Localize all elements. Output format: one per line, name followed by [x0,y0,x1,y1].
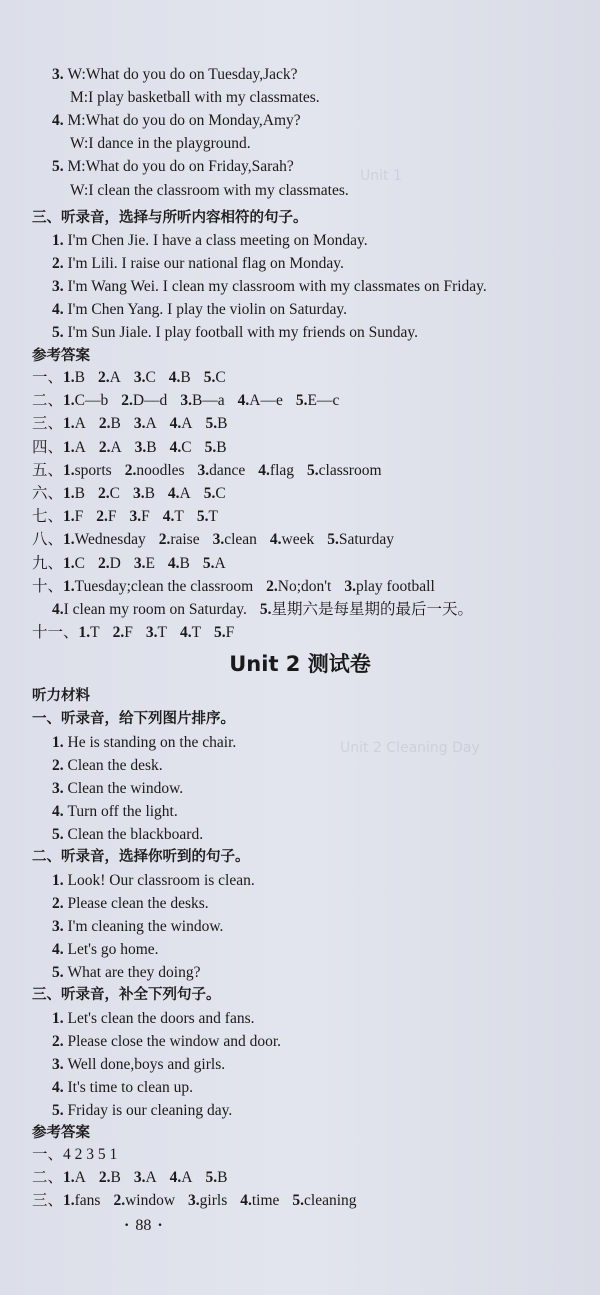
part1-heading: 一、听录音，给下列图片排序。 [32,711,235,727]
answer-value: dance [209,461,246,479]
part3-heading: 三、听录音，补全下列句子。 [32,987,221,1003]
answer-value: E—c [307,392,340,410]
answer-value: D [109,554,121,572]
answer-number: 4. [169,415,182,433]
answer-number: 4. [179,624,192,642]
item-text: It's time to clean up. [67,1079,193,1097]
answer-number: 3. [133,415,146,433]
answer-row [32,484,239,504]
answer-number: 3. [212,531,225,549]
answer-number: 3. [133,554,146,572]
answer-number: 2. [113,1192,126,1210]
answer-row [32,1168,240,1188]
answer-row [32,414,240,434]
answer-value: play football [356,577,435,595]
answer-number: 3. [344,577,356,595]
answer-value: B [216,438,227,456]
answer-value: A [74,415,86,433]
item-text: I'm Lili. I raise our national flag on Monday. [67,255,344,273]
answer-number: 4. [240,1192,252,1210]
answer-row-prefix: 十一、 [32,624,79,642]
answer-value: fans [74,1192,101,1210]
item-text: W:I clean the classroom with my classmates. [70,181,349,199]
answer-row-prefix: 九、 [32,554,64,572]
answer-value: T [208,508,218,526]
answer-value: F [225,624,235,642]
answer-value: clean [224,531,257,549]
answer-value: A [109,369,121,386]
answer-value: 星期六是每星期的最后一天。 [271,601,473,618]
item-text: Please clean the desks. [67,895,209,913]
answer-number: 4. [168,369,181,386]
answer-number: 3. [188,1192,200,1210]
item-text: M:What do you do on Monday,Amy? [67,112,301,130]
item-text: Well done,boys and girls. [67,1056,226,1074]
item-text: He is standing on the chair. [67,734,237,751]
item-number: 4. [52,301,68,319]
item-number: 1. [52,734,68,751]
answer-row [32,554,239,574]
answer-number: 2. [98,438,111,456]
answer-value: C—b [74,392,109,410]
answer-value: C [181,438,192,456]
answer-value: C [215,485,226,502]
item-number: 4. [52,803,68,821]
answer-number: 5. [203,485,216,502]
item-text: I'm Sun Jiale. I play football with my friends on Sunday. [67,324,418,342]
answer-value: B [74,369,85,386]
item-number: 2. [52,1033,68,1051]
item-number: 5. [52,158,68,176]
answer-number: 5. [196,508,209,526]
item-text: W:What do you do on Tuesday,Jack? [67,66,298,83]
answer-number: 2. [112,624,125,642]
answers-heading: 参考答案 [32,348,90,364]
text-line [52,111,301,131]
item-number: 3. [52,1056,68,1074]
item-number: 5. [52,324,68,342]
answer-value: A [214,554,226,572]
answer-value: Wednesday [74,531,146,549]
answer-row [32,577,448,597]
item-text: Friday is our cleaning day. [67,1102,233,1120]
text-line [52,894,209,914]
answer-value: girls [199,1192,228,1210]
answer-row [32,438,240,458]
answer-row [32,461,395,481]
answer-number: 3. [129,508,142,526]
answer-value: time [251,1192,280,1210]
text-line [52,917,223,937]
text-line [52,1078,193,1098]
answer-number: 4. [237,392,250,410]
answer-number: 2. [97,554,110,572]
answer-row [32,530,407,550]
answer-value: A [181,415,193,433]
item-text: What are they doing? [67,964,201,982]
item-text: M:I play basketball with my classmates. [70,89,320,107]
text-line [52,277,487,297]
answer-number: 2. [96,508,108,526]
answer-value: C [109,485,120,502]
answer-value: C [145,369,156,386]
item-text: Let's clean the doors and fans. [67,1010,255,1027]
unit2-answers-heading: 参考答案 [32,1125,90,1141]
item-number: 3. [52,918,68,936]
answer-value: B [179,554,190,572]
answer-number: 2. [98,1169,111,1186]
item-text: Clean the window. [67,780,184,798]
answer-number: 2. [266,577,278,595]
answer-number: 2. [124,461,137,479]
item-number: 4. [52,112,68,130]
answer-value: B [217,415,228,433]
answer-value: I clean my room on Saturday. [63,601,247,618]
answer-row-prefix: 六、 [32,485,64,502]
answer-row-prefix: 三、 [32,1192,64,1210]
answer-number: 5. [205,1169,218,1186]
answer-value: week [281,531,315,549]
item-number: 1. [52,1010,68,1027]
text-line [52,802,178,822]
answer-value: F [107,508,117,526]
item-text: Turn off the light. [67,803,178,821]
item-text: Clean the desk. [67,757,163,775]
answer-number: 5. [307,461,319,479]
answer-number: 1. [63,531,75,549]
answer-value: flag [269,461,295,479]
answer-value: E [145,554,155,572]
item-text: Clean the blackboard. [67,826,204,844]
answer-row-prefix: 四、 [32,438,64,456]
text-line [52,825,203,845]
answer-value: A [145,1169,157,1186]
answer-number: 2. [158,531,171,549]
text-line [52,254,344,274]
answer-value: B—a [191,392,225,410]
text-line [70,181,349,201]
answer-number: 1. [63,554,75,572]
answer-value: T [174,508,184,526]
text-line [52,323,418,343]
answer-number: 5. [292,1192,305,1210]
answer-number: 4. [52,601,64,618]
answer-value: B [217,1169,228,1186]
unit-title: Unit 2 测试卷 [229,652,371,676]
answer-value: C [74,554,85,572]
item-number: 2. [52,757,68,775]
answer-value: T [90,624,100,642]
answer-number: 4. [167,554,180,572]
answer-row [52,600,486,620]
item-text: I'm cleaning the window. [67,918,224,936]
answer-number: 5. [214,624,226,642]
answer-value: A [181,1169,193,1186]
text-line [52,940,159,960]
answer-row [32,368,239,388]
answer-value: A [74,1169,86,1186]
answer-number: 4. [169,1169,182,1186]
answer-value: A—e [249,392,283,410]
answer-row [32,391,352,411]
answer-number: 5. [295,392,308,410]
item-text: Look! Our classroom is clean. [67,872,255,889]
answer-row-prefix: 八、 [32,531,64,549]
text-line [52,733,236,753]
answer-number: 4. [167,485,180,502]
answer-number: 5. [204,438,217,456]
answer-number: 2. [121,392,133,410]
answer-number: 1. [78,624,91,642]
item-text: I'm Chen Yang. I play the violin on Saturday. [67,301,347,319]
answer-row [32,1191,370,1211]
answer-row-prefix: 十、 [32,577,64,595]
item-number: 4. [52,941,68,959]
answer-number: 1. [63,392,75,410]
item-text: Please close the window and door. [67,1033,282,1051]
text-line [52,157,294,177]
answer-number: 5. [202,554,215,572]
bleed-through-text: Unit 2 Cleaning Day [340,740,480,756]
answer-number: 4. [169,438,182,456]
item-number: 2. [52,895,68,913]
text-line [52,65,298,85]
answer-value: No;don't [277,577,332,595]
answer-value: cleaning [304,1192,357,1210]
answer-number: 1. [63,369,75,386]
answer-value: A [110,438,122,456]
answer-row-prefix: 五、 [32,461,64,479]
answer-value: B [146,438,157,456]
listening-material-heading: 听力材料 [32,688,90,704]
answer-number: 5. [327,531,339,549]
answer-row-prefix: 二、 [32,1169,64,1186]
text-line [52,779,183,799]
answer-value: B [74,485,85,502]
item-number: 5. [52,964,68,982]
item-number: 3. [52,780,68,798]
text-line [52,1009,255,1029]
item-text: W:I dance in the playground. [70,135,251,153]
answer-value: A [145,415,157,433]
answer-number: 3. [132,485,145,502]
answer-number: 5. [205,415,218,433]
answer-value: T [157,624,167,642]
answer-number: 2. [97,369,110,386]
answer-value: F [74,508,84,526]
answer-value: B [110,1169,121,1186]
answer-number: 1. [63,1192,75,1210]
item-number: 3. [52,66,68,83]
answer-row-prefix: 一、 [32,369,64,386]
answer-row-prefix: 七、 [32,508,64,526]
part2-heading: 二、听录音，选择你听到的句子。 [32,849,250,865]
answer-number: 3. [180,392,192,410]
answer-number: 4. [162,508,175,526]
answer-value: F [141,508,150,526]
answer-number: 1. [63,415,75,433]
item-text: Let's go home. [67,941,159,959]
answer-number: 1. [63,485,75,502]
answer-row-ordering: 一、4 2 3 5 1 [32,1146,118,1163]
text-line [70,134,251,154]
answer-value: A [179,485,191,502]
answer-value: Saturday [338,531,394,549]
answer-value: F [124,624,133,642]
page-number: · 88 · [124,1217,163,1234]
answer-number: 3. [134,438,147,456]
text-line [52,1032,281,1052]
answer-value: sports [74,461,112,479]
text-line [52,963,200,983]
answer-number: 4. [269,531,282,549]
answer-value: window [125,1192,176,1210]
answer-value: B [110,415,121,433]
answer-value: T [191,624,202,642]
answer-row [32,623,247,643]
answer-value: classroom [318,461,382,479]
answer-number: 3. [133,1169,146,1186]
text-line [52,1101,232,1121]
section-heading-listen-choose: 三、听录音，选择与所听内容相符的句子。 [32,210,308,226]
item-number: 2. [52,255,68,273]
answer-number: 1. [63,438,75,456]
item-number: 1. [52,872,68,889]
item-number: 3. [52,278,68,296]
answer-number: 2. [97,485,110,502]
answer-number: 1. [63,1169,75,1186]
answer-value: C [215,369,226,386]
answer-number: 1. [63,461,75,479]
answer-number: 5. [203,369,216,386]
item-text: I'm Wang Wei. I clean my classroom with my classmates on Friday. [67,278,487,296]
item-number: 5. [52,826,68,844]
answer-value: noodles [136,461,185,479]
answer-number: 1. [63,577,75,595]
item-number: 4. [52,1079,68,1097]
answer-number: 3. [145,624,158,642]
answer-number: 4. [258,461,270,479]
answer-value: B [144,485,155,502]
text-line [52,1055,225,1075]
item-text: M:What do you do on Friday,Sarah? [67,158,294,176]
answer-row-prefix: 三、 [32,415,64,433]
answer-number: 3. [197,461,210,479]
answer-number: 1. [63,508,75,526]
text-line [52,300,347,320]
text-line [52,756,163,776]
answer-row [32,507,231,527]
answer-value: B [180,369,191,386]
answer-row-prefix: 二、 [32,392,64,410]
answer-number: 3. [133,369,146,386]
answer-number: 5. [259,601,272,618]
bleed-through-text: Unit 1 [360,168,402,184]
text-line [52,231,368,251]
item-number: 1. [52,232,68,249]
text-line [70,88,320,108]
answer-number: 2. [98,415,111,433]
item-number: 5. [52,1102,68,1120]
answer-value: D—d [132,392,168,410]
answer-value: Tuesday;clean the classroom [74,577,254,595]
answer-value: A [74,438,86,456]
text-line [52,871,255,891]
answer-value: raise [170,531,200,549]
item-text: I'm Chen Jie. I have a class meeting on Monday. [67,232,368,249]
